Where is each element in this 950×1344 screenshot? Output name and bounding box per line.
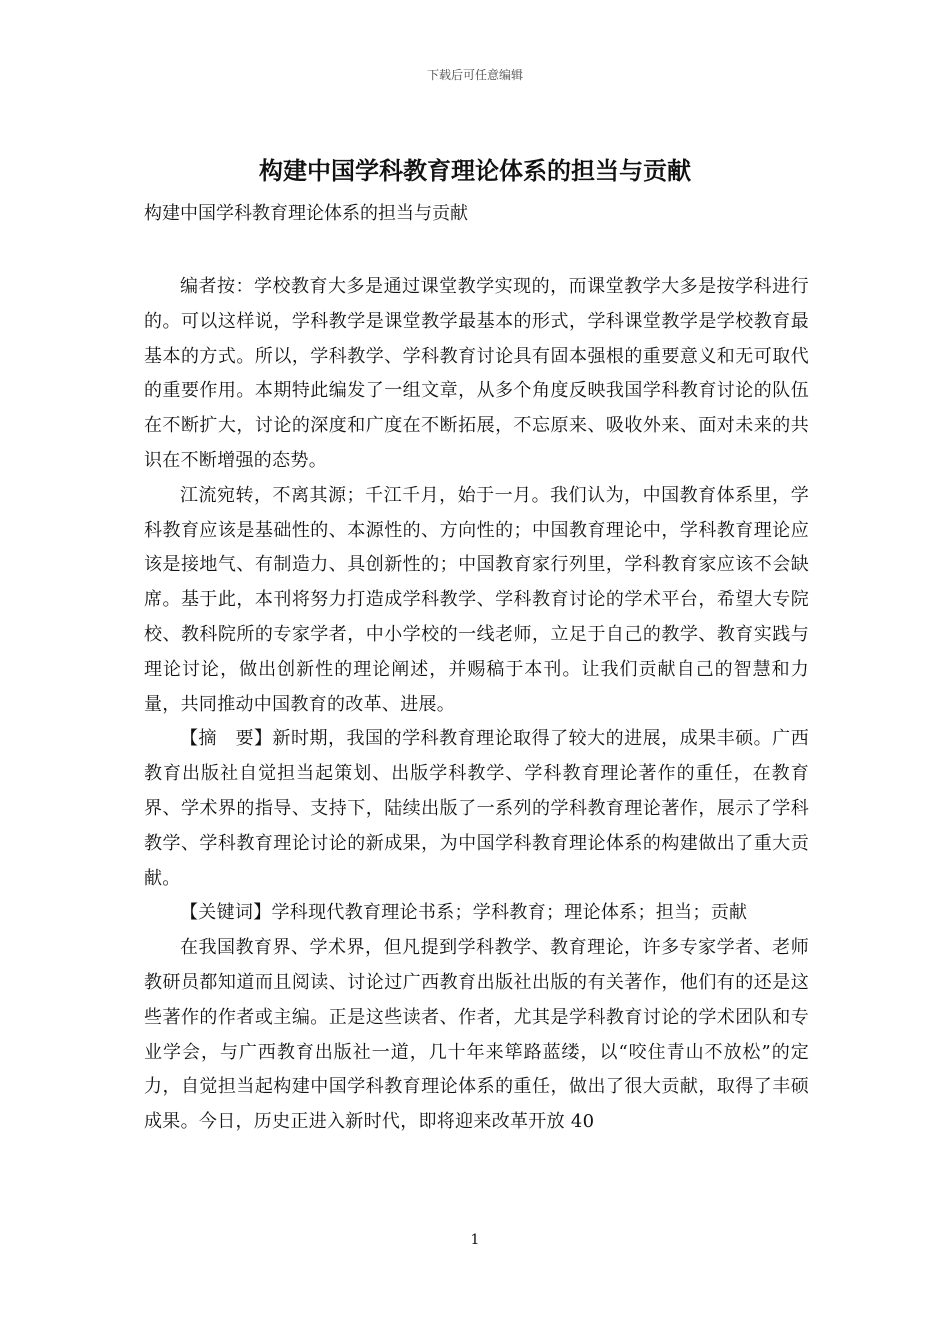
- document-body: [144, 270, 809, 1140]
- document-subtitle: 构建中国学科教育理论体系的担当与贡献: [144, 203, 468, 224]
- paragraph-keywords: 【关键词】学科现代教育理论书系；学科教育；理论体系；担当；贡献: [180, 902, 748, 924]
- page-number: 1: [470, 1232, 480, 1248]
- header-note: 下载后可任意编辑: [426, 68, 523, 82]
- paragraph-intro: 在我国教育界、学术界，但凡提到学科教学、教育理论，许多专家学者、老师教研员都知道而且阅读、讨论过广西教育出版社出版的有关著作，他们有的还是这些著作的作者或主编。正是这些读者、作者，尤其是学科教育讨论的学术团队和专业学会，与广西教育出版社一道，几十年来筚路蓝缕，以“咬住青山不放松”的定力，自觉担当起构建中国学科教育理论体系的重任，做出了很大贡献，取得了丰硕成果。今日，历史正进入新时代，即将迎来改革开放 40: [144, 937, 809, 1133]
- paragraph-abstract: 【摘 要】新时期，我国的学科教育理论取得了较大的进展，成果丰硕。广西教育出版社自觉担当起策划、出版学科教学、学科教育理论著作的重任，在教育界、学术界的指导、支持下，陆续出版了一系列的学科教育理论著作，展示了学科教学、学科教育理论讨论的新成果，为中国学科教育理论体系的构建做出了重大贡献。: [144, 728, 809, 889]
- paragraph-editor-note: 编者按：学校教育大多是通过课堂教学实现的，而课堂教学大多是按学科进行的。可以这样说，学科教学是课堂教学最基本的形式，学科课堂教学是学校教育最基本的方式。所以，学科教学、学科教育讨论具有固本强根的重要意义和无可取代的重要作用。本期特此编发了一组文章，从多个角度反映我国学科教育讨论的队伍在不断扩大，讨论的深度和广度在不断拓展，不忘原来、吸收外来、面对未来的共识在不断增强的态势。: [144, 276, 809, 471]
- document-title: 构建中国学科教育理论体系的担当与贡献: [259, 156, 691, 185]
- paragraph-river: 江流宛转，不离其源；千江千月，始于一月。我们认为，中国教育体系里，学科教育应该是基础性的、本源性的、方向性的；中国教育理论中，学科教育理论应该是接地气、有制造力、具创新性的；中国教育家行列里，学科教育家应该不会缺席。基于此，本刊将努力打造成学科教学、学科教育讨论的学术平台，希望大专院校、教科院所的专家学者，中小学校的一线老师，立足于自己的教学、教育实践与理论讨论，做出创新性的理论阐述，并赐稿于本刊。让我们贡献自己的智慧和力量，共同推动中国教育的改革、进展。: [144, 484, 809, 715]
